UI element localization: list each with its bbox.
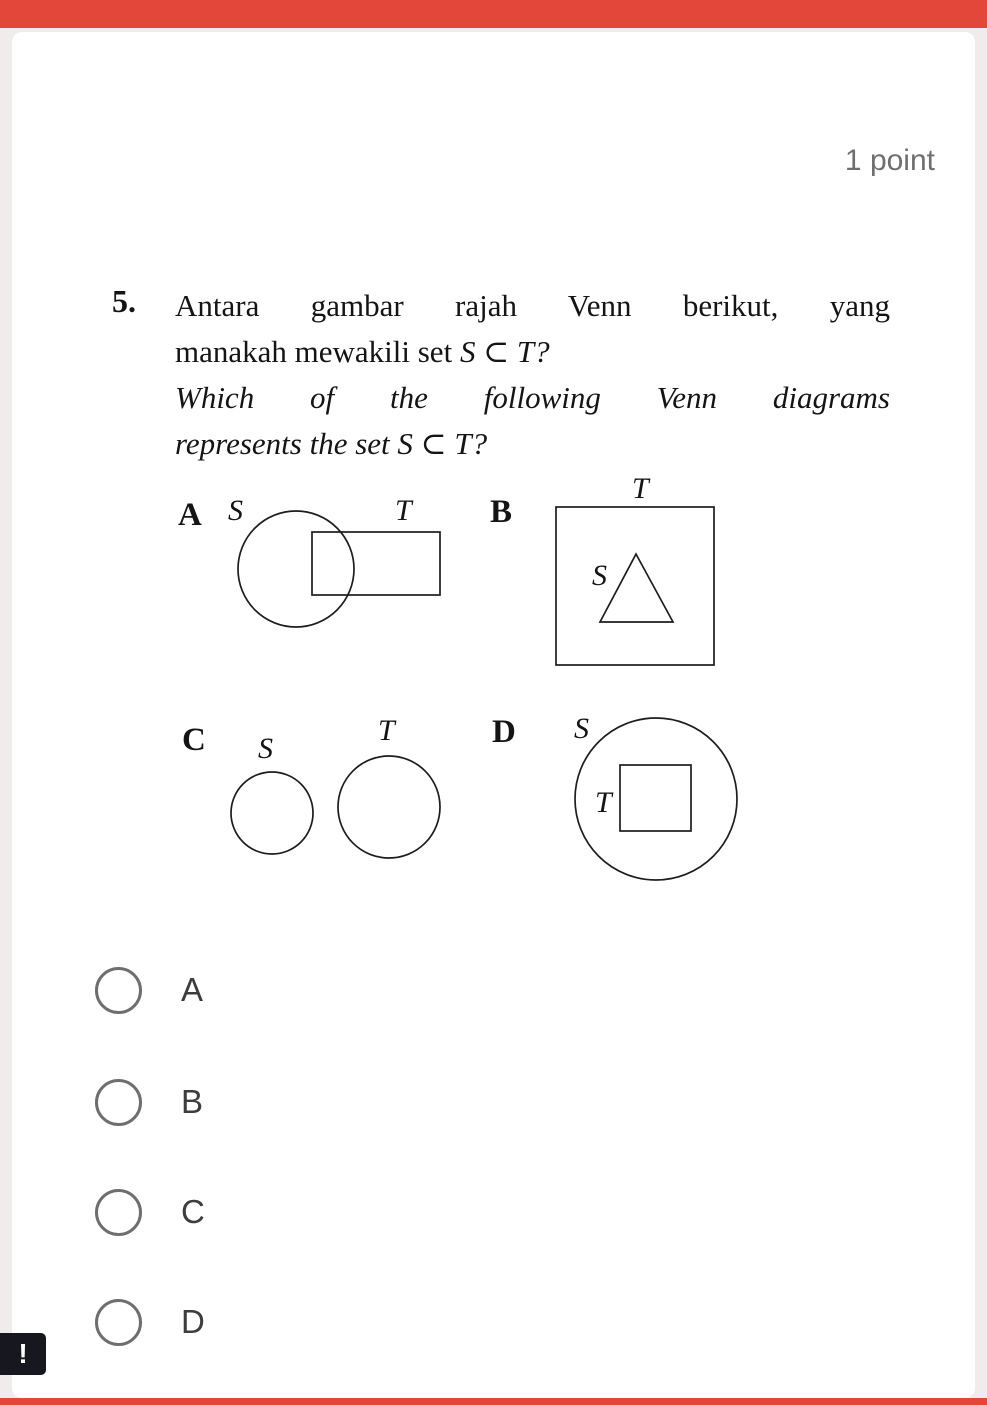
diagram-a-circle-s [238,511,354,627]
diagram-b-triangle-s [600,554,673,622]
venn-diagram-b [490,472,714,665]
radio-button-c[interactable] [95,1189,142,1236]
question-malay-set-notation: S ⊂ T? [459,334,550,369]
diagram-c-circle-s [231,772,313,854]
question-english-set-notation: S ⊂ T? [397,426,488,461]
radio-button-d[interactable] [95,1299,142,1346]
diagram-b-set-t-label: T [632,472,649,505]
diagram-a-set-t-label: T [395,494,412,527]
question-english-line1: Which of the following Venn diagrams [175,380,890,415]
option-b-label[interactable]: B [181,1083,204,1120]
venn-diagrams-image [140,460,900,910]
diagram-a-rect-t [312,532,440,595]
diagram-a-label: A [178,497,202,533]
option-a-label[interactable]: A [181,971,204,1008]
question-card [12,32,975,1398]
points-label: 1 point [844,144,935,177]
answer-option-a [95,966,495,1014]
diagram-c-set-t-label: T [378,714,395,747]
form-accent-bottom-bar [0,1398,987,1405]
answer-option-b [95,1078,495,1126]
option-d-label[interactable]: D [181,1303,205,1340]
venn-diagram-d [492,712,737,880]
venn-diagrams-svg [140,460,900,910]
diagram-b-square-t [556,507,714,665]
diagram-c-set-s-label: S [258,732,273,765]
question-malay-line2 [175,329,890,375]
radio-button-b[interactable] [95,1079,142,1126]
venn-diagram-c [182,714,440,858]
answer-option-d [95,1298,495,1346]
diagram-d-set-t-label: T [595,786,612,819]
diagram-d-set-s-label: S [574,712,589,745]
alert-exclamation-icon: ! [18,1338,28,1369]
question-malay-line2-prefix: manakah mewakili set [175,334,460,369]
radio-button-a[interactable] [95,967,142,1014]
alert-badge[interactable] [0,1333,46,1375]
diagram-d-label: D [492,714,516,750]
venn-diagram-a [178,494,440,627]
diagram-c-label: C [182,722,206,758]
question-malay-line1: Antara gambar rajah Venn berikut, yang [175,288,890,323]
diagram-b-set-s-label: S [592,559,607,592]
question-number: 5. [112,283,136,319]
diagram-a-set-s-label: S [228,494,243,527]
diagram-c-circle-t [338,756,440,858]
diagram-b-label: B [490,494,513,530]
form-accent-top-bar [0,0,987,28]
question-text [175,283,890,467]
answer-option-c [95,1188,495,1236]
option-c-label[interactable]: C [181,1193,205,1230]
question-english-line2-prefix: represents the set [175,426,398,461]
diagram-d-square-t [620,765,691,831]
